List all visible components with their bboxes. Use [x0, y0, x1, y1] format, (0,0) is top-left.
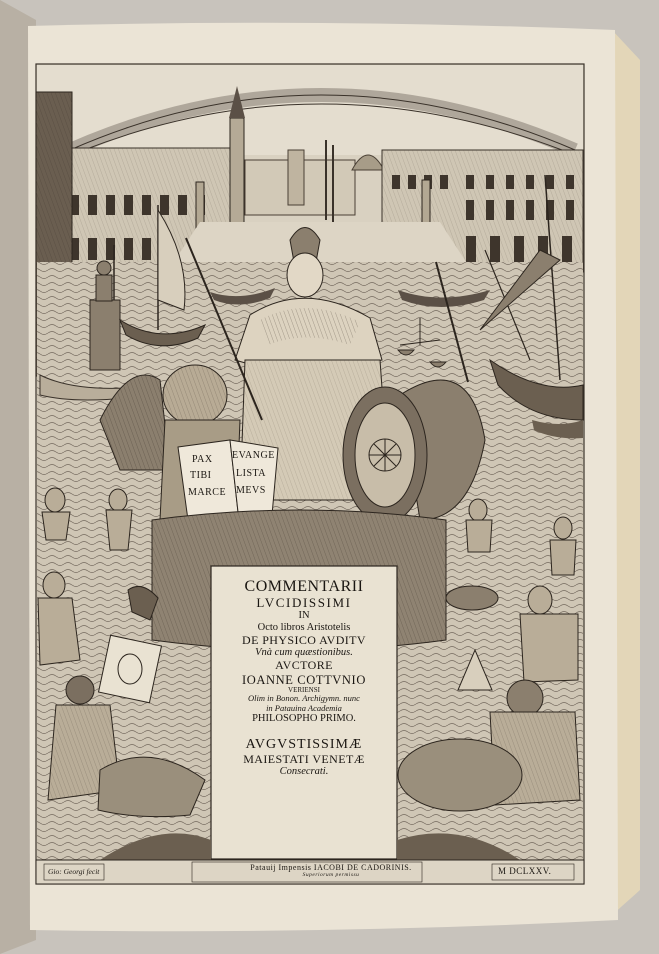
imprint: [206, 863, 456, 878]
title-line-una-cum: Vnà cum quæstionibus.: [255, 647, 353, 659]
title-line-auctore: AVCTORE: [275, 658, 333, 673]
engraver-signature: Gio: Georgi fecit: [48, 867, 100, 876]
author-post-2: in Patauina Academia: [266, 702, 342, 713]
dedication-line-2: MAIESTATI VENETÆ: [243, 751, 365, 766]
author-name: IOANNE COTTVNIO: [242, 672, 366, 687]
imprint-permission: Superiorum permissu: [302, 872, 360, 878]
book-left-line-3: MARCE: [188, 487, 227, 498]
title-line-in: IN: [298, 610, 310, 622]
title-line-lucidissimi: LVCIDISSIMI: [256, 594, 352, 610]
title-text: [211, 566, 397, 859]
dedication-line-1: AVGVSTISSIMÆ: [245, 737, 363, 753]
book-right-line-2: LISTA: [236, 468, 267, 479]
book-right-line-3: MEVS: [236, 485, 266, 496]
book-left-line-1: PAX: [192, 454, 213, 465]
piazza: [170, 222, 470, 268]
book-inscription: [186, 449, 276, 509]
title-line-commentarii: COMMENTARII: [244, 578, 364, 595]
author-origin: VERIENSI: [288, 685, 320, 694]
author-post-1: Olim in Bonon. Archigymn. nunc: [248, 693, 360, 704]
imprint-text: Patauij Impensis IACOBI DE CADORINIS.: [250, 863, 412, 872]
title-line-octo-libros: Octo libros Aristotelis: [257, 622, 351, 634]
portrait-frame: [99, 635, 162, 703]
dedication-line-3: Consecrati.: [279, 766, 329, 778]
book-left-line-2: TIBI: [190, 470, 212, 481]
publication-date: M DCLXXV.: [498, 866, 552, 876]
imprint-bar: [36, 860, 576, 882]
book-right-line-1: EVANGE: [232, 450, 275, 461]
title-line-de-physico: DE PHYSICO AVDITV: [242, 632, 366, 647]
author-title: PHILOSOPHO PRIMO.: [252, 713, 356, 725]
